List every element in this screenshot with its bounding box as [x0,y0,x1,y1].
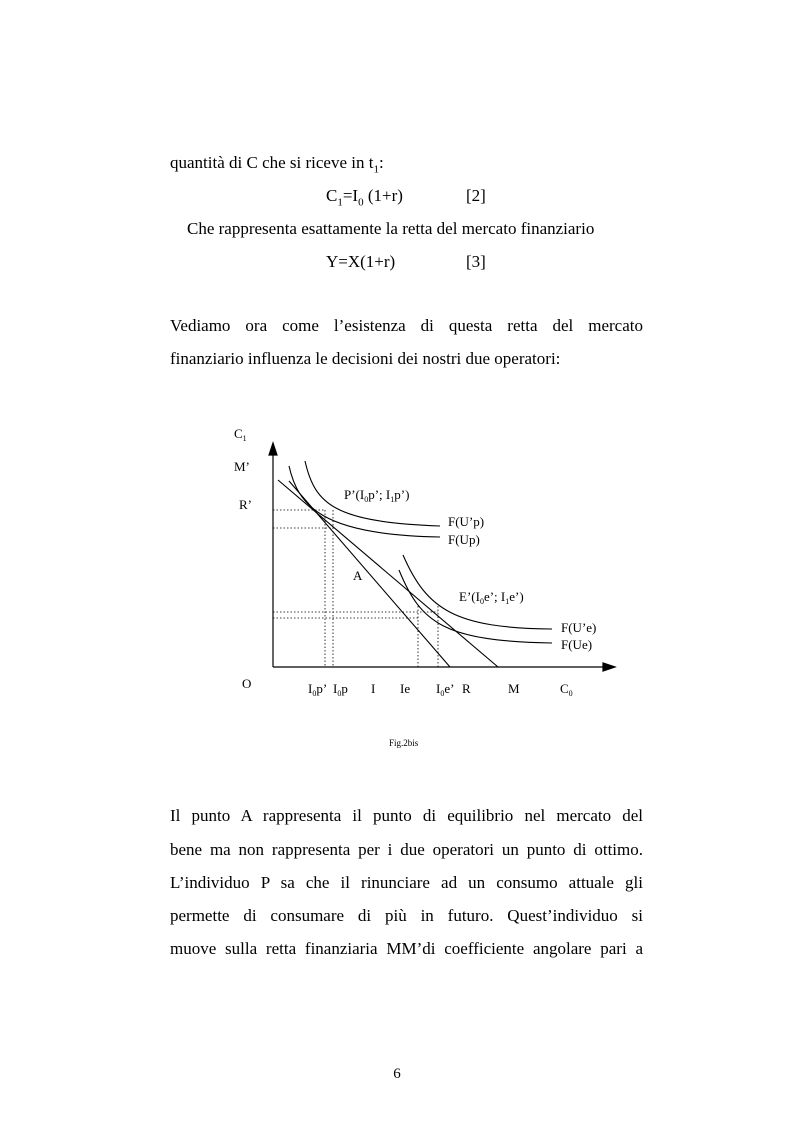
x-axis-arrow [603,663,615,671]
para2-line-2: bene ma non rappresenta per i due operatori un punto di ottimo. [170,840,643,859]
x-tick-i0e-prime: $I_0e$’ [436,681,455,698]
origin-label: O [242,676,252,691]
x-tick-i: I [371,681,376,696]
para2-line-1: Il punto A rappresenta il punto di equilibrio nel mercato del [170,806,643,825]
eq2-c: C [326,186,338,205]
label-f-up: F(Up) [448,532,480,547]
para2-line-3: L’individuo P sa che il rinunciare ad un consumo attuale gli [170,873,643,892]
x-tick-i0p: $I_0p$ [333,681,348,698]
equation-3-number: [3] [466,252,486,271]
curve-f-ue [399,570,552,643]
eq2-mid: =I [342,186,359,205]
intro-text: quantità di C che si riceve in t [170,153,374,172]
para2-line-5: muove sulla retta finanziaria MM’di coefficiente angolare pari a [170,939,643,958]
para2-line-4: permette di consumare di più in futuro. Quest’individuo si [170,906,643,925]
point-e-prime-label: $E’(I_0e$’; $I_1e$’) [459,589,524,606]
point-a-label: A [353,568,363,583]
x-tick-r: R [462,681,471,696]
y-tick-r-prime: R’ [239,497,252,512]
page-number: 6 [393,1066,401,1082]
eq2-rest: (1+r) [363,186,403,205]
point-p-prime-label: $P’(I_0p$’; $I_1p$’) [344,487,410,504]
figure-caption: Fig.2bis [389,738,419,748]
equation-2-number: [2] [466,186,486,205]
financial-line-mm [278,480,498,667]
intro-colon: : [378,153,384,172]
eq2-c-sub: 1 [337,196,343,209]
y-axis-arrow [269,443,277,455]
x-tick-m: M [508,681,520,696]
x-tick-i0p-prime: $I_0p$’ [308,681,328,698]
dotted-guides [273,510,438,667]
x-tick-ie: Ie [400,681,411,696]
para1-line-2: finanziario influenza le decisioni dei nostri due operatori: [170,349,561,368]
y-tick-m-prime: M’ [234,459,250,474]
equation-3: Y=X(1+r) [326,252,396,271]
label-f-u-prime-p: F(U’p) [448,514,485,529]
caption-line: Che rappresenta esattamente la retta del mercato finanziario [187,219,595,238]
x-axis-label: $C_0$ [560,681,573,698]
label-f-ue: F(Ue) [561,637,593,652]
eq2-i-sub: 0 [358,196,364,209]
para1-line-1: Vediamo ora come l’esistenza di questa retta del mercato [170,316,643,335]
label-f-u-prime-e: F(U’e) [561,620,597,635]
y-axis-label: $C_1$ [234,426,247,443]
intro-subscript: 1 [373,163,379,176]
